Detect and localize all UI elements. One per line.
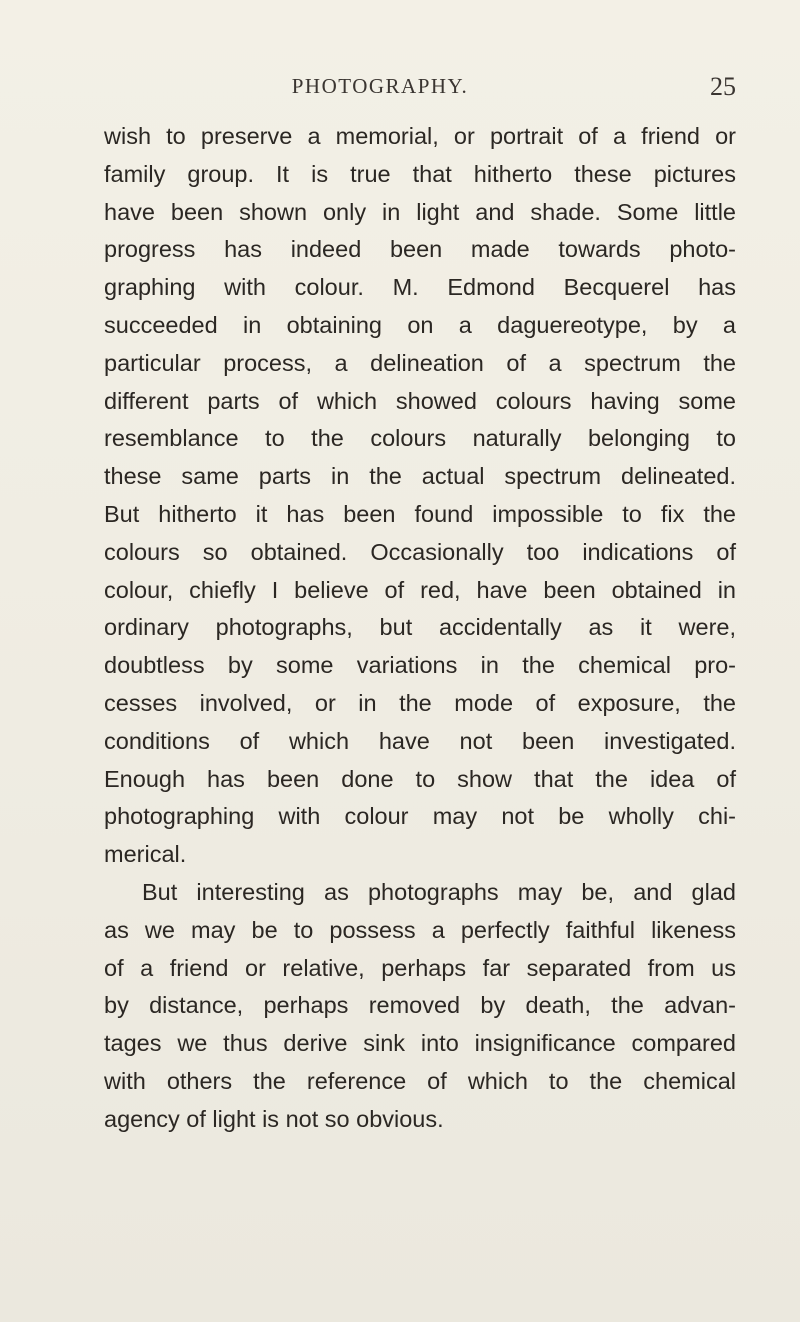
text-line: But hitherto it has been found impossible to fix the	[104, 500, 736, 527]
paragraph-end-line: agency of light is not so obvious.	[104, 1105, 444, 1132]
text-line: graphing with colour. M. Edmond Becquerel has	[104, 274, 736, 301]
running-head: PHOTOGRAPHY.	[291, 74, 469, 98]
text-line: conditions of which have not been investigated.	[104, 727, 736, 754]
text-line: of a friend or relative, perhaps far separated from us	[104, 954, 736, 981]
text-line: these same parts in the actual spectrum delineated.	[104, 463, 736, 490]
text-line: particular process, a delineation of a spectrum the	[104, 349, 736, 376]
text-line: succeeded in obtaining on a daguereotype, by a	[104, 311, 736, 338]
page-header	[0, 74, 800, 110]
text-line: family group. It is true that hitherto these pictures	[104, 160, 736, 187]
text-line: by distance, perhaps removed by death, the advan-	[104, 992, 736, 1019]
paragraph-end-line: merical.	[104, 841, 187, 868]
text-line: colours so obtained. Occasionally too indications of	[104, 538, 736, 565]
text-line: tages we thus derive sink into insignificance compared	[104, 1030, 736, 1057]
text-line: doubtless by some variations in the chemical pro-	[104, 652, 736, 679]
text-line: wish to preserve a memorial, or portrait of a friend or	[104, 123, 736, 149]
text-line: photographing with colour may not be wholly chi-	[104, 803, 736, 830]
text-line: have been shown only in light and shade. Some little	[104, 198, 736, 225]
text-line: progress has indeed been made towards photo-	[104, 236, 736, 263]
text-line: colour, chiefly I believe of red, have been obtained in	[104, 576, 736, 603]
text-line: resemblance to the colours naturally belonging to	[104, 425, 736, 452]
text-line: with others the reference of which to the chemical	[104, 1067, 736, 1094]
text-line: cesses involved, or in the mode of exposure, the	[104, 689, 736, 716]
text-line: ordinary photographs, but accidentally as it were,	[104, 614, 736, 641]
body-text	[104, 118, 736, 1139]
page-number: 25	[710, 72, 736, 101]
text-line: Enough has been done to show that the idea of	[104, 765, 736, 792]
text-line: different parts of which showed colours having some	[104, 387, 736, 414]
paragraph-start-line: But interesting as photographs may be, and glad	[142, 878, 736, 905]
text-line: as we may be to possess a perfectly faithful likeness	[104, 916, 736, 943]
